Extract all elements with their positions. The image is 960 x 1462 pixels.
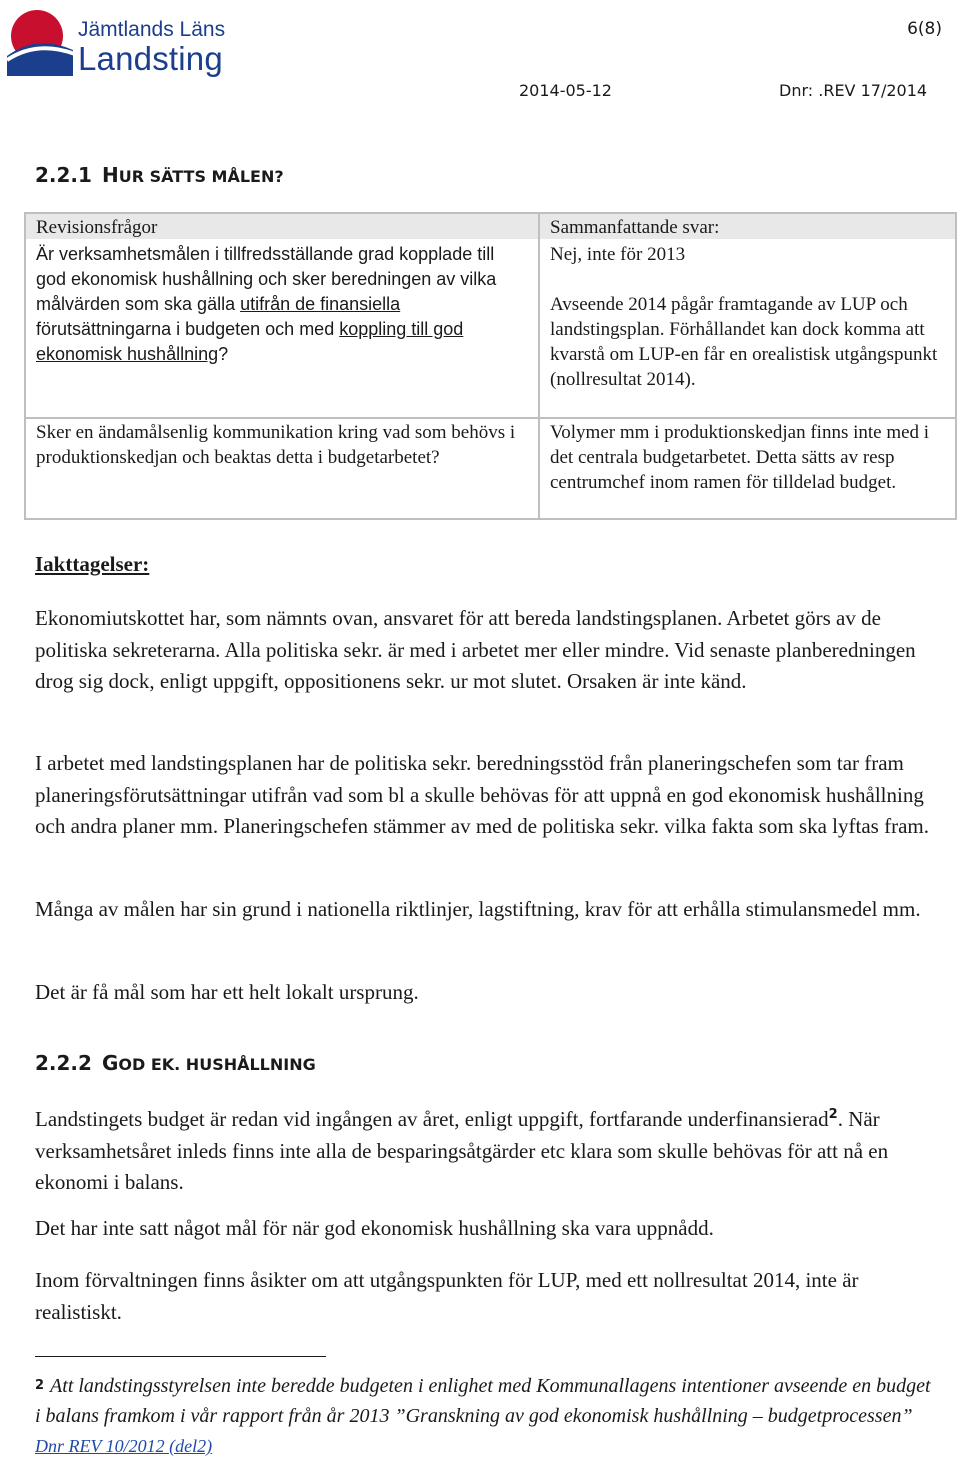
section-title-initial: H — [101, 163, 119, 187]
question-1-text-mid: förutsättningarna i budgeten och med — [36, 319, 340, 339]
observation-paragraph-3: Många av målen har sin grund i nationella riktlinjer, lagstiftning, krav för att erhålla stimulansmedel mm. — [35, 897, 921, 921]
paragraph-text-end: . När verksamhetsåret inleds finns inte alla de besparingsåtgärder etc klara som skulle behövas för att nå en ekonomi i balans. — [35, 1107, 889, 1194]
observation-paragraph-2: I arbetet med landstingsplanen har de politiska sekr. beredningsstöd från planeringschefen som tar fram planeringsförutsättningar utifrån vad som bl a skulle behövas för att uppnå en god ekonomisk hushållning och andra planer mm. Planeringschefen stämmer av med de politiska sekr. vilka fakta som ska lyftas fram. — [35, 751, 929, 838]
col1-header: Revisionsfrågor — [36, 217, 158, 238]
logo-text-line1: Jämtlands Läns — [78, 18, 226, 41]
footnote-text: Att landstingsstyrelsen inte beredde budgeten i enlighet med Kommunallagens intentioner avseende en budget i balans framkom i vår rapport från år 2013 ”Granskning av god ekonomisk hushållning – budgetprocessen” — [35, 1375, 931, 1427]
table-row-divider — [26, 417, 955, 419]
table-column-divider — [538, 214, 540, 518]
footnote-reference-link[interactable]: Dnr REV 10/2012 (del2) — [35, 1436, 213, 1456]
question-1-underlined-1: utifrån de finansiella — [240, 294, 401, 314]
observations-heading: Iakttagelser: — [35, 552, 150, 576]
page-number: 6(8) — [907, 19, 942, 39]
section-heading-222 — [35, 1051, 316, 1075]
section-222-paragraph-2: Det har inte satt något mål för när god ekonomisk hushållning ska vara uppnådd. — [35, 1216, 714, 1240]
observation-paragraph-1: Ekonomiutskottet har, som nämnts ovan, ansvaret för att bereda landstingsplanen. Arbetet görs av de politiska sekreterarna. Alla politiska sekr. är med i arbetet mer eller mindre. Vid senaste planberedningen drog sig dock, enligt uppgift, oppositionens sekr. ur mot slutet. Orsaken är inte känd. — [35, 606, 916, 693]
footnote-separator — [35, 1356, 326, 1357]
revision-questions-table — [24, 212, 957, 520]
document-reference: Dnr: .REV 17/2014 — [779, 81, 928, 100]
section-222-paragraph-3: Inom förvaltningen finns åsikter om att utgångspunkten för LUP, med ett nollresultat 2014, inte är realistiskt. — [35, 1268, 859, 1324]
footnote-marker: 2 — [35, 1378, 45, 1393]
section-title-g: G — [101, 1051, 119, 1075]
question-1-underlined-2: koppling till god ekonomisk hushållning — [36, 319, 464, 364]
footnote-reference[interactable]: 2 — [828, 1107, 838, 1122]
landsting-logo — [3, 4, 243, 80]
section-title-rest: UR SÄTTS MÅLEN? — [118, 167, 284, 186]
document-date: 2014-05-12 — [519, 81, 612, 100]
question-2: Sker en ändamålsenlig kommunikation kring vad som behövs i produktionskedjan och beaktas detta i budgetarbetet? — [36, 422, 516, 468]
question-1-end: ? — [218, 344, 229, 364]
question-1 — [36, 242, 526, 367]
observation-paragraph-4: Det är få mål som har ett helt lokalt ursprung. — [35, 980, 419, 1004]
section-number: 2.2.1 — [35, 163, 92, 187]
footnote — [35, 1371, 940, 1461]
answer-2: Volymer mm i produktionskedjan finns inte med i det centrala budgetarbetet. Detta sätts av resp centrumchef inom ramen för tilldelad budget. — [550, 422, 930, 493]
answer-1-line1: Nej, inte för 2013 — [550, 244, 686, 265]
logo-emblem-icon — [3, 4, 83, 80]
section-title-od: OD EK — [118, 1055, 175, 1074]
paragraph-text: Landstingets budget är redan vid ingången av året, enligt uppgift, fortfarande underfinansierad — [35, 1107, 829, 1131]
col2-header: Sammanfattande svar: — [550, 217, 720, 238]
section-title-rest: . HUSHÅLLNING — [174, 1055, 316, 1074]
section-heading-221 — [35, 163, 284, 187]
answer-1-line2: Avseende 2014 pågår framtagande av LUP och landstingsplan. Förhållandet kan dock komma att kvarstå om LUP-en får en orealistisk utgångspunkt (nollresultat 2014). — [550, 294, 938, 390]
section-number: 2.2.2 — [35, 1051, 92, 1075]
section-222-paragraph-1 — [35, 1099, 945, 1199]
logo-text-line2: Landsting — [78, 40, 223, 77]
table-header-row — [26, 214, 955, 239]
question-1-text: Är verksamhetsmålen i tillfredsställande grad kopplade till god ekonomisk hushållning och sker beredningen av vilka målvärden som ska gälla — [36, 244, 497, 314]
